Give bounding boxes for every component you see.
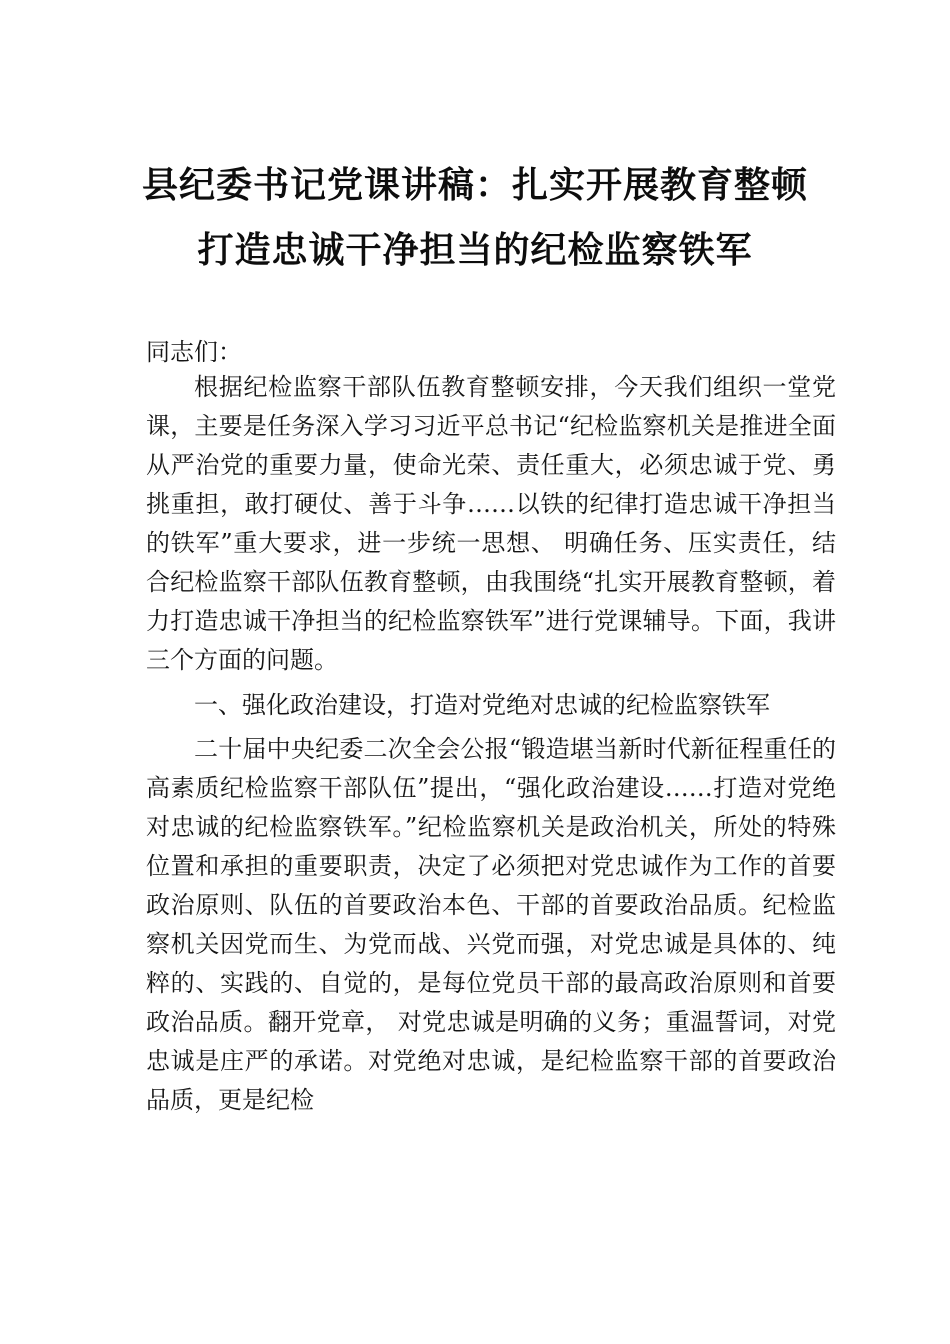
salutation: 同志们：: [146, 338, 242, 366]
section-heading-1: 一、强化政治建设，打造对党绝对忠诚的纪检监察铁军: [194, 691, 770, 719]
paragraph-section-1: 二十届中央纪委二次全会公报“锻造堪当新时代新征程重任的高素质纪检监察干部队伍”提出，“强化政治建设……打造对党绝对忠诚的纪检监察铁军。”纪检监察机关是政治机关，所处的特殊位置和承担的重要职责，决定了必须把对党忠诚作为工作的首要政治原则、队伍的首要政治本色、干部的首要政治品质。纪检监察机关因党而生、为党而战、兴党而强，对党忠诚是具体的、纯粹的、实践的、自觉的，是每位党员干部的最高政治原则和首要政治品质。翻开党章， 对党忠诚是明确的义务；重温誓词，对党忠诚是庄严的承诺。对党绝对忠诚，是纪检监察干部的首要政治品质，更是纪检: [146, 735, 836, 1114]
document-title-line-1: 县纪委书记党课讲稿：扎实开展教育整顿: [141, 164, 808, 206]
paragraph-intro: 根据纪检监察干部队伍教育整顿安排，今天我们组织一堂党课，主要是任务深入学习习近平总书记“纪检监察机关是推进全面从严治党的重要力量，使命光荣、责任重大，必须忠诚于党、勇挑重担，敢打硬仗、善于斗争……以铁的纪律打造忠诚干净担当的铁军”重大要求，进一步统一思想、 明确任务、压实责任，结合纪检监察干部队伍教育整顿，由我围绕“扎实开展教育整顿，着力打造忠诚干净担当的纪检监察铁军”进行党课辅导。下面，我讲三个方面的问题。: [146, 373, 836, 674]
document-title-line-2: 打造忠诚干净担当的纪检监察铁军: [197, 229, 753, 271]
